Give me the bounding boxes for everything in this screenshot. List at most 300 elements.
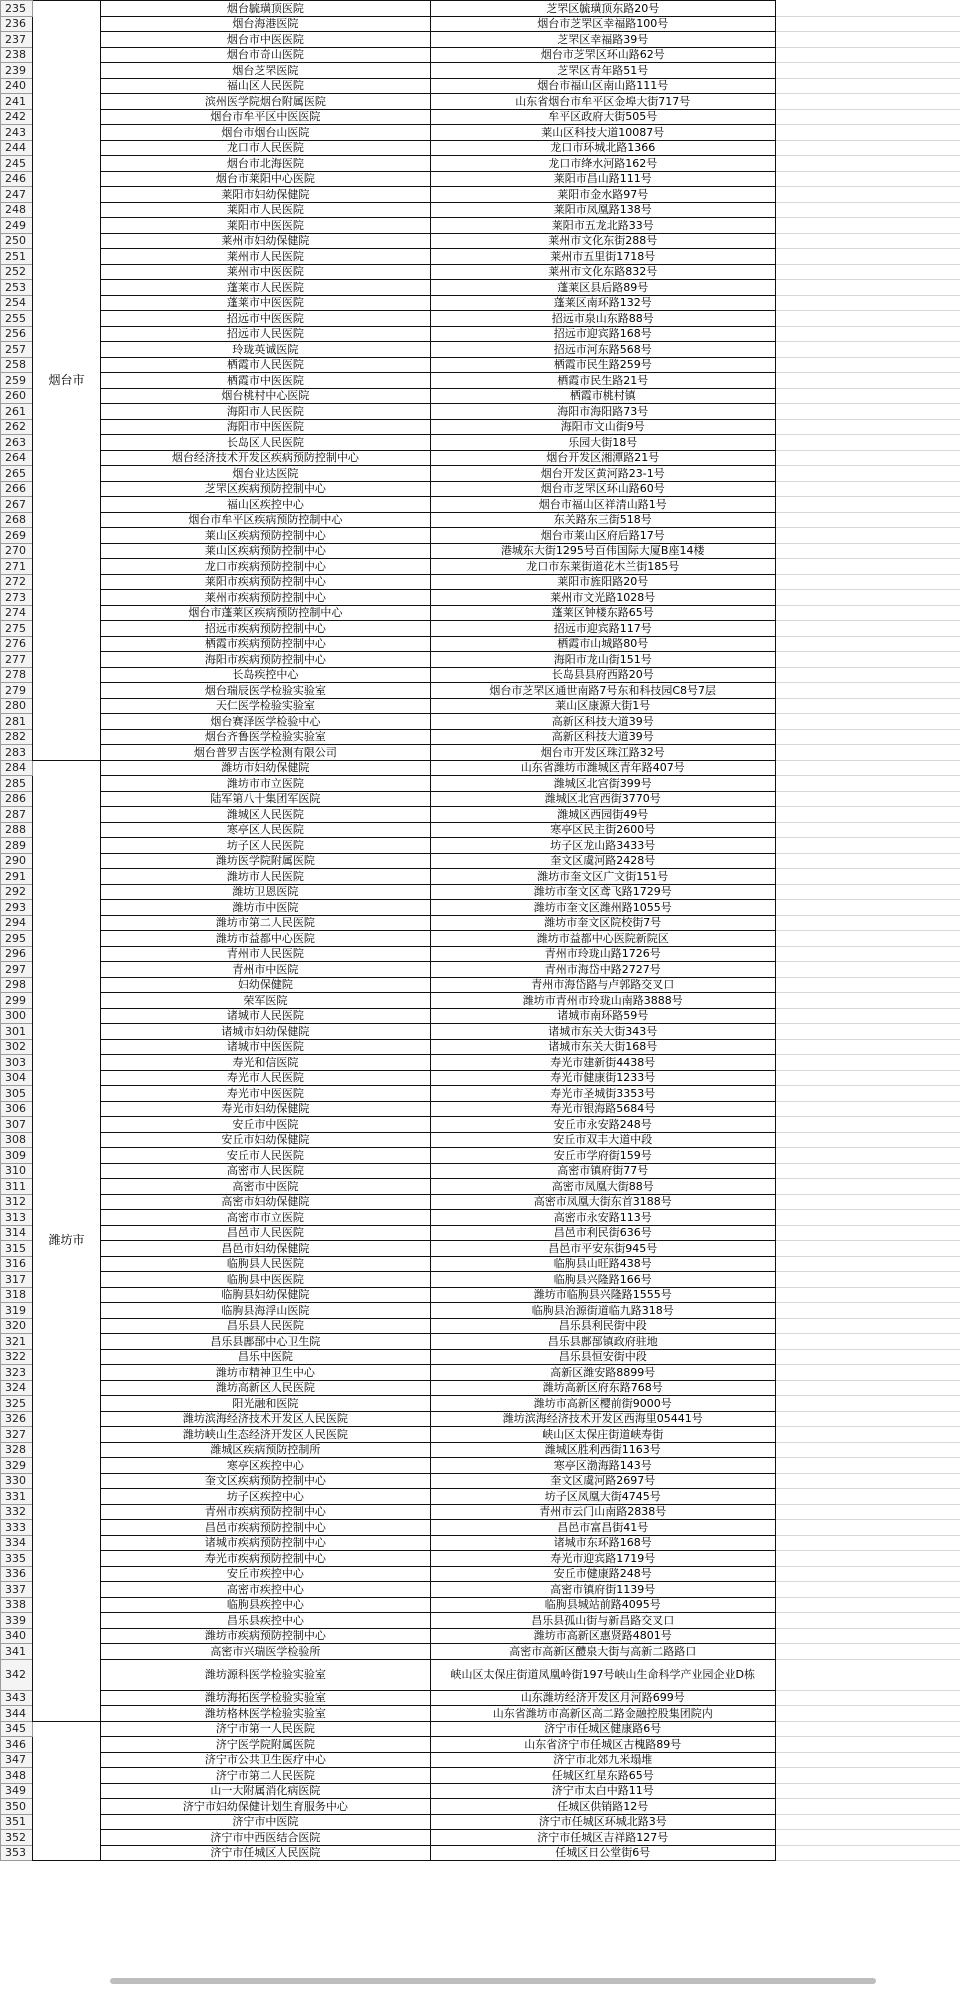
empty-cell[interactable]	[775, 63, 960, 79]
row-number[interactable]: 239	[1, 63, 33, 79]
row-number[interactable]: 276	[1, 636, 33, 652]
row-number[interactable]: 315	[1, 1241, 33, 1257]
row-number[interactable]: 308	[1, 1132, 33, 1148]
address-cell[interactable]: 芝罘区幸福路39号	[430, 32, 775, 48]
row-number[interactable]: 256	[1, 326, 33, 342]
address-cell[interactable]: 济宁市太白中路11号	[430, 1783, 775, 1799]
address-cell[interactable]: 龙口市绛水河路162号	[430, 156, 775, 172]
address-cell[interactable]: 安丘市永安路248号	[430, 1117, 775, 1133]
hospital-name-cell[interactable]: 烟台齐鲁医学检验实验室	[100, 729, 430, 745]
empty-cell[interactable]	[775, 1101, 960, 1117]
address-cell[interactable]: 蓬莱区钟楼东路65号	[430, 605, 775, 621]
empty-cell[interactable]	[775, 1582, 960, 1598]
hospital-name-cell[interactable]: 济宁市第二人民医院	[100, 1768, 430, 1784]
address-cell[interactable]: 莱州市五里街1718号	[430, 249, 775, 265]
address-cell[interactable]: 寿光市迎宾路1719号	[430, 1551, 775, 1567]
empty-cell[interactable]	[775, 1814, 960, 1830]
row-number[interactable]: 235	[1, 1, 33, 17]
hospital-name-cell[interactable]: 长岛区人民医院	[100, 435, 430, 451]
address-cell[interactable]: 烟台开发区黄河路23-1号	[430, 466, 775, 482]
empty-cell[interactable]	[775, 1535, 960, 1551]
address-cell[interactable]: 招远市泉山东路88号	[430, 311, 775, 327]
hospital-name-cell[interactable]: 潍坊市精神卫生中心	[100, 1365, 430, 1381]
address-cell[interactable]: 高密市凤凰大街东首3188号	[430, 1194, 775, 1210]
hospital-name-cell[interactable]: 龙口市人民医院	[100, 140, 430, 156]
hospital-name-cell[interactable]: 荣军医院	[100, 993, 430, 1009]
empty-cell[interactable]	[775, 962, 960, 978]
empty-cell[interactable]	[775, 1303, 960, 1319]
empty-cell[interactable]	[775, 590, 960, 606]
empty-cell[interactable]	[775, 1783, 960, 1799]
hospital-name-cell[interactable]: 烟台经济技术开发区疾病预防控制中心	[100, 450, 430, 466]
address-cell[interactable]: 潍坊滨海经济技术开发区西海里05441号	[430, 1411, 775, 1427]
row-number[interactable]: 309	[1, 1148, 33, 1164]
row-number[interactable]: 289	[1, 838, 33, 854]
address-cell[interactable]: 济宁市任城区环城北路3号	[430, 1814, 775, 1830]
hospital-name-cell[interactable]: 福山区人民医院	[100, 78, 430, 94]
row-number[interactable]: 301	[1, 1024, 33, 1040]
row-number[interactable]: 343	[1, 1690, 33, 1706]
address-cell[interactable]: 昌邑市利民街636号	[430, 1225, 775, 1241]
address-cell[interactable]: 莱山区康源大街1号	[430, 698, 775, 714]
row-number[interactable]: 342	[1, 1659, 33, 1690]
city-cell[interactable]: 潍坊市	[32, 760, 100, 1721]
empty-cell[interactable]	[775, 1737, 960, 1753]
row-number[interactable]: 258	[1, 357, 33, 373]
address-cell[interactable]: 峡山区太保庄街道凤凰岭街197号峡山生命科学产业园企业D栋	[430, 1659, 775, 1690]
row-number[interactable]: 327	[1, 1427, 33, 1443]
empty-cell[interactable]	[775, 94, 960, 110]
address-cell[interactable]: 海阳市龙山街151号	[430, 652, 775, 668]
hospital-name-cell[interactable]: 长岛疾控中心	[100, 667, 430, 683]
row-number[interactable]: 274	[1, 605, 33, 621]
hospital-name-cell[interactable]: 烟台市牟平区疾病预防控制中心	[100, 512, 430, 528]
address-cell[interactable]: 高新区科技大道39号	[430, 729, 775, 745]
hospital-name-cell[interactable]: 高密市中医院	[100, 1179, 430, 1195]
hospital-name-cell[interactable]: 烟台赛泽医学检验中心	[100, 714, 430, 730]
empty-cell[interactable]	[775, 357, 960, 373]
empty-cell[interactable]	[775, 807, 960, 823]
hospital-name-cell[interactable]: 莱州市妇幼保健院	[100, 233, 430, 249]
empty-cell[interactable]	[775, 1690, 960, 1706]
row-number[interactable]: 240	[1, 78, 33, 94]
row-number[interactable]: 255	[1, 311, 33, 327]
address-cell[interactable]: 诸城市南环路59号	[430, 1008, 775, 1024]
address-cell[interactable]: 潍城区胜利西街1163号	[430, 1442, 775, 1458]
empty-cell[interactable]	[775, 760, 960, 776]
row-number[interactable]: 251	[1, 249, 33, 265]
hospital-name-cell[interactable]: 济宁市任城区人民医院	[100, 1845, 430, 1861]
hospital-name-cell[interactable]: 滨州医学院烟台附属医院	[100, 94, 430, 110]
hospital-name-cell[interactable]: 诸城市疾病预防控制中心	[100, 1535, 430, 1551]
hospital-name-cell[interactable]: 妇幼保健院	[100, 977, 430, 993]
row-number[interactable]: 266	[1, 481, 33, 497]
empty-cell[interactable]	[775, 605, 960, 621]
row-number[interactable]: 278	[1, 667, 33, 683]
address-cell[interactable]: 莱阳市旌阳路20号	[430, 574, 775, 590]
address-cell[interactable]: 寒亭区民主街2600号	[430, 822, 775, 838]
hospital-name-cell[interactable]: 烟台业达医院	[100, 466, 430, 482]
address-cell[interactable]: 蓬莱区南环路132号	[430, 295, 775, 311]
row-number[interactable]: 347	[1, 1752, 33, 1768]
empty-cell[interactable]	[775, 109, 960, 125]
hospital-name-cell[interactable]: 临朐县中医医院	[100, 1272, 430, 1288]
empty-cell[interactable]	[775, 47, 960, 63]
empty-cell[interactable]	[775, 481, 960, 497]
row-number[interactable]: 306	[1, 1101, 33, 1117]
hospital-name-cell[interactable]: 潍坊市益都中心医院	[100, 931, 430, 947]
row-number[interactable]: 248	[1, 202, 33, 218]
hospital-name-cell[interactable]: 栖霞市疾病预防控制中心	[100, 636, 430, 652]
empty-cell[interactable]	[775, 1334, 960, 1350]
row-number[interactable]: 320	[1, 1318, 33, 1334]
row-number[interactable]: 332	[1, 1504, 33, 1520]
row-number[interactable]: 312	[1, 1194, 33, 1210]
hospital-name-cell[interactable]: 蓬莱市中医医院	[100, 295, 430, 311]
empty-cell[interactable]	[775, 1179, 960, 1195]
hospital-name-cell[interactable]: 芝罘区疾病预防控制中心	[100, 481, 430, 497]
row-number[interactable]: 304	[1, 1070, 33, 1086]
hospital-name-cell[interactable]: 济宁市中医院	[100, 1814, 430, 1830]
empty-cell[interactable]	[775, 1287, 960, 1303]
hospital-name-cell[interactable]: 烟台市牟平区中医医院	[100, 109, 430, 125]
address-cell[interactable]: 莱州市文化东街288号	[430, 233, 775, 249]
empty-cell[interactable]	[775, 32, 960, 48]
hospital-name-cell[interactable]: 潍城区人民医院	[100, 807, 430, 823]
hospital-name-cell[interactable]: 烟台芝罘医院	[100, 63, 430, 79]
row-number[interactable]: 285	[1, 776, 33, 792]
empty-cell[interactable]	[775, 156, 960, 172]
empty-cell[interactable]	[775, 1, 960, 17]
address-cell[interactable]: 潍城区西园街49号	[430, 807, 775, 823]
address-cell[interactable]: 高新区科技大道39号	[430, 714, 775, 730]
empty-cell[interactable]	[775, 1163, 960, 1179]
hospital-name-cell[interactable]: 高密市兴瑞医学检验所	[100, 1644, 430, 1660]
address-cell[interactable]: 烟台市芝罘区幸福路100号	[430, 16, 775, 32]
address-cell[interactable]: 潍坊市高新区樱前街9000号	[430, 1396, 775, 1412]
address-cell[interactable]: 烟台市芝罘区环山路60号	[430, 481, 775, 497]
address-cell[interactable]: 任城区红星东路65号	[430, 1768, 775, 1784]
address-cell[interactable]: 任城区日公堂街6号	[430, 1845, 775, 1861]
row-number[interactable]: 310	[1, 1163, 33, 1179]
hospital-name-cell[interactable]: 昌邑市妇幼保健院	[100, 1241, 430, 1257]
address-cell[interactable]: 坊子区龙山路3433号	[430, 838, 775, 854]
hospital-name-cell[interactable]: 潍坊卫恩医院	[100, 884, 430, 900]
row-number[interactable]: 352	[1, 1830, 33, 1846]
hospital-name-cell[interactable]: 潍坊滨海经济技术开发区人民医院	[100, 1411, 430, 1427]
row-number[interactable]: 286	[1, 791, 33, 807]
row-number[interactable]: 245	[1, 156, 33, 172]
address-cell[interactable]: 海阳市海阳路73号	[430, 404, 775, 420]
empty-cell[interactable]	[775, 745, 960, 761]
address-cell[interactable]: 昌乐县鄌郚镇政府驻地	[430, 1334, 775, 1350]
address-cell[interactable]: 诸城市东环路168号	[430, 1535, 775, 1551]
row-number[interactable]: 271	[1, 559, 33, 575]
row-number[interactable]: 341	[1, 1644, 33, 1660]
city-cell[interactable]	[32, 1721, 100, 1861]
empty-cell[interactable]	[775, 311, 960, 327]
row-number[interactable]: 252	[1, 264, 33, 280]
hospital-name-cell[interactable]: 潍坊市妇幼保健院	[100, 760, 430, 776]
empty-cell[interactable]	[775, 1442, 960, 1458]
hospital-name-cell[interactable]: 烟台市蓬莱区疾病预防控制中心	[100, 605, 430, 621]
hospital-name-cell[interactable]: 潍坊市疾病预防控制中心	[100, 1628, 430, 1644]
address-cell[interactable]: 港城东大街1295号百伟国际大厦B座14楼	[430, 543, 775, 559]
address-cell[interactable]: 潍坊市奎文区院校街7号	[430, 915, 775, 931]
hospital-name-cell[interactable]: 潍坊市第二人民医院	[100, 915, 430, 931]
hospital-name-cell[interactable]: 潍城区疾病预防控制所	[100, 1442, 430, 1458]
horizontal-scrollbar[interactable]	[110, 1978, 876, 1984]
hospital-name-cell[interactable]: 潍坊市人民医院	[100, 869, 430, 885]
empty-cell[interactable]	[775, 1194, 960, 1210]
hospital-name-cell[interactable]: 潍坊市市立医院	[100, 776, 430, 792]
address-cell[interactable]: 海阳市文山街9号	[430, 419, 775, 435]
empty-cell[interactable]	[775, 233, 960, 249]
row-number[interactable]: 260	[1, 388, 33, 404]
row-number[interactable]: 290	[1, 853, 33, 869]
empty-cell[interactable]	[775, 1148, 960, 1164]
row-number[interactable]: 257	[1, 342, 33, 358]
address-cell[interactable]: 烟台市芝罘区环山路62号	[430, 47, 775, 63]
hospital-name-cell[interactable]: 安丘市中医院	[100, 1117, 430, 1133]
hospital-name-cell[interactable]: 昌乐中医院	[100, 1349, 430, 1365]
address-cell[interactable]: 山东潍坊经济开发区月河路699号	[430, 1690, 775, 1706]
address-cell[interactable]: 牟平区政府大街505号	[430, 109, 775, 125]
hospital-name-cell[interactable]: 临朐县妇幼保健院	[100, 1287, 430, 1303]
row-number[interactable]: 247	[1, 187, 33, 203]
row-number[interactable]: 302	[1, 1039, 33, 1055]
address-cell[interactable]: 莱阳市凤凰路138号	[430, 202, 775, 218]
address-cell[interactable]: 龙口市东莱街道花木兰街185号	[430, 559, 775, 575]
hospital-name-cell[interactable]: 青州市中医院	[100, 962, 430, 978]
empty-cell[interactable]	[775, 652, 960, 668]
row-number[interactable]: 351	[1, 1814, 33, 1830]
hospital-name-cell[interactable]: 莱阳市中医医院	[100, 218, 430, 234]
address-cell[interactable]: 招远市迎宾路117号	[430, 621, 775, 637]
row-number[interactable]: 340	[1, 1628, 33, 1644]
empty-cell[interactable]	[775, 373, 960, 389]
empty-cell[interactable]	[775, 1520, 960, 1536]
empty-cell[interactable]	[775, 1473, 960, 1489]
address-cell[interactable]: 莱阳市金水路97号	[430, 187, 775, 203]
hospital-name-cell[interactable]: 寒亭区疾控中心	[100, 1458, 430, 1474]
hospital-name-cell[interactable]: 寿光市妇幼保健院	[100, 1101, 430, 1117]
row-number[interactable]: 305	[1, 1086, 33, 1102]
hospital-name-cell[interactable]: 烟台市烟台山医院	[100, 125, 430, 141]
address-cell[interactable]: 坊子区凤凰大街4745号	[430, 1489, 775, 1505]
empty-cell[interactable]	[775, 1411, 960, 1427]
empty-cell[interactable]	[775, 1396, 960, 1412]
hospital-name-cell[interactable]: 招远市中医医院	[100, 311, 430, 327]
address-cell[interactable]: 济宁市任城区健康路6号	[430, 1721, 775, 1737]
address-cell[interactable]: 济宁市北郊九米塌堆	[430, 1752, 775, 1768]
hospital-name-cell[interactable]: 高密市市立医院	[100, 1210, 430, 1226]
row-number[interactable]: 264	[1, 450, 33, 466]
hospital-name-cell[interactable]: 济宁市中西医结合医院	[100, 1830, 430, 1846]
row-number[interactable]: 267	[1, 497, 33, 513]
empty-cell[interactable]	[775, 884, 960, 900]
row-number[interactable]: 288	[1, 822, 33, 838]
hospital-name-cell[interactable]: 临朐县人民医院	[100, 1256, 430, 1272]
row-number[interactable]: 294	[1, 915, 33, 931]
address-cell[interactable]: 栖霞市桃村镇	[430, 388, 775, 404]
address-cell[interactable]: 山东省济宁市任城区古槐路89号	[430, 1737, 775, 1753]
row-number[interactable]: 300	[1, 1008, 33, 1024]
hospital-name-cell[interactable]: 烟台市奇山医院	[100, 47, 430, 63]
hospital-name-cell[interactable]: 栖霞市中医医院	[100, 373, 430, 389]
row-number[interactable]: 329	[1, 1458, 33, 1474]
empty-cell[interactable]	[775, 342, 960, 358]
empty-cell[interactable]	[775, 1055, 960, 1071]
address-cell[interactable]: 昌乐县恒安街中段	[430, 1349, 775, 1365]
row-number[interactable]: 282	[1, 729, 33, 745]
hospital-name-cell[interactable]: 莱州市中医医院	[100, 264, 430, 280]
empty-cell[interactable]	[775, 1427, 960, 1443]
empty-cell[interactable]	[775, 977, 960, 993]
row-number[interactable]: 296	[1, 946, 33, 962]
hospital-name-cell[interactable]: 莱山区疾病预防控制中心	[100, 543, 430, 559]
hospital-name-cell[interactable]: 潍坊高新区人民医院	[100, 1380, 430, 1396]
row-number[interactable]: 299	[1, 993, 33, 1009]
hospital-name-cell[interactable]: 昌邑市疾病预防控制中心	[100, 1520, 430, 1536]
row-number[interactable]: 250	[1, 233, 33, 249]
empty-cell[interactable]	[775, 1117, 960, 1133]
row-number[interactable]: 319	[1, 1303, 33, 1319]
row-number[interactable]: 272	[1, 574, 33, 590]
hospital-name-cell[interactable]: 济宁市第一人民医院	[100, 1721, 430, 1737]
empty-cell[interactable]	[775, 450, 960, 466]
hospital-name-cell[interactable]: 莱阳市人民医院	[100, 202, 430, 218]
empty-cell[interactable]	[775, 1659, 960, 1690]
hospital-name-cell[interactable]: 海阳市疾病预防控制中心	[100, 652, 430, 668]
row-number[interactable]: 265	[1, 466, 33, 482]
row-number[interactable]: 253	[1, 280, 33, 296]
row-number[interactable]: 238	[1, 47, 33, 63]
hospital-name-cell[interactable]: 烟台桃村中心医院	[100, 388, 430, 404]
empty-cell[interactable]	[775, 574, 960, 590]
empty-cell[interactable]	[775, 1768, 960, 1784]
hospital-name-cell[interactable]: 寿光市疾病预防控制中心	[100, 1551, 430, 1567]
address-cell[interactable]: 高密市凤凰大街88号	[430, 1179, 775, 1195]
empty-cell[interactable]	[775, 915, 960, 931]
address-cell[interactable]: 昌乐县孤山街与新昌路交叉口	[430, 1613, 775, 1629]
row-number[interactable]: 292	[1, 884, 33, 900]
hospital-name-cell[interactable]: 潍坊格林医学检验实验室	[100, 1706, 430, 1722]
address-cell[interactable]: 长岛县县府西路20号	[430, 667, 775, 683]
address-cell[interactable]: 诸城市东关大街343号	[430, 1024, 775, 1040]
address-cell[interactable]: 昌乐县利民街中段	[430, 1318, 775, 1334]
address-cell[interactable]: 寒亭区渤海路143号	[430, 1458, 775, 1474]
hospital-name-cell[interactable]: 栖霞市人民医院	[100, 357, 430, 373]
address-cell[interactable]: 莱阳市昌山路111号	[430, 171, 775, 187]
hospital-name-cell[interactable]: 烟台毓璜顶医院	[100, 1, 430, 17]
empty-cell[interactable]	[775, 1380, 960, 1396]
empty-cell[interactable]	[775, 1086, 960, 1102]
hospital-name-cell[interactable]: 招远市人民医院	[100, 326, 430, 342]
row-number[interactable]: 337	[1, 1582, 33, 1598]
empty-cell[interactable]	[775, 187, 960, 203]
row-number[interactable]: 334	[1, 1535, 33, 1551]
address-cell[interactable]: 栖霞市山城路80号	[430, 636, 775, 652]
hospital-name-cell[interactable]: 寒亭区人民医院	[100, 822, 430, 838]
hospital-name-cell[interactable]: 青州市人民医院	[100, 946, 430, 962]
empty-cell[interactable]	[775, 1551, 960, 1567]
empty-cell[interactable]	[775, 1830, 960, 1846]
hospital-name-cell[interactable]: 蓬莱市人民医院	[100, 280, 430, 296]
empty-cell[interactable]	[775, 838, 960, 854]
row-number[interactable]: 273	[1, 590, 33, 606]
empty-cell[interactable]	[775, 946, 960, 962]
hospital-name-cell[interactable]: 莱州市人民医院	[100, 249, 430, 265]
row-number[interactable]: 287	[1, 807, 33, 823]
empty-cell[interactable]	[775, 140, 960, 156]
address-cell[interactable]: 莱州市文化东路832号	[430, 264, 775, 280]
row-number[interactable]: 335	[1, 1551, 33, 1567]
hospital-name-cell[interactable]: 烟台海港医院	[100, 16, 430, 32]
address-cell[interactable]: 东关路东三街518号	[430, 512, 775, 528]
row-number[interactable]: 322	[1, 1349, 33, 1365]
empty-cell[interactable]	[775, 388, 960, 404]
empty-cell[interactable]	[775, 931, 960, 947]
city-cell[interactable]: 烟台市	[32, 1, 100, 761]
address-cell[interactable]: 烟台市莱山区府后路17号	[430, 528, 775, 544]
empty-cell[interactable]	[775, 125, 960, 141]
address-cell[interactable]: 潍坊市奎文区鸢飞路1729号	[430, 884, 775, 900]
hospital-name-cell[interactable]: 昌乐县疾控中心	[100, 1613, 430, 1629]
hospital-name-cell[interactable]: 潍坊源科医学检验实验室	[100, 1659, 430, 1690]
row-number[interactable]: 249	[1, 218, 33, 234]
empty-cell[interactable]	[775, 869, 960, 885]
empty-cell[interactable]	[775, 559, 960, 575]
row-number[interactable]: 254	[1, 295, 33, 311]
hospital-name-cell[interactable]: 济宁市公共卫生医疗中心	[100, 1752, 430, 1768]
address-cell[interactable]: 烟台开发区湘潭路21号	[430, 450, 775, 466]
address-cell[interactable]: 山东省烟台市牟平区金埠大街717号	[430, 94, 775, 110]
empty-cell[interactable]	[775, 791, 960, 807]
address-cell[interactable]: 烟台市福山区南山路111号	[430, 78, 775, 94]
row-number[interactable]: 293	[1, 900, 33, 916]
row-number[interactable]: 325	[1, 1396, 33, 1412]
hospital-name-cell[interactable]: 诸城市中医医院	[100, 1039, 430, 1055]
empty-cell[interactable]	[775, 543, 960, 559]
hospital-name-cell[interactable]: 烟台瑞辰医学检验实验室	[100, 683, 430, 699]
empty-cell[interactable]	[775, 497, 960, 513]
address-cell[interactable]: 诸城市东关大街168号	[430, 1039, 775, 1055]
empty-cell[interactable]	[775, 1241, 960, 1257]
row-number[interactable]: 297	[1, 962, 33, 978]
empty-cell[interactable]	[775, 202, 960, 218]
address-cell[interactable]: 潍坊市高新区惠贤路4801号	[430, 1628, 775, 1644]
row-number[interactable]: 261	[1, 404, 33, 420]
address-cell[interactable]: 潍坊市益都中心医院新院区	[430, 931, 775, 947]
empty-cell[interactable]	[775, 1256, 960, 1272]
empty-cell[interactable]	[775, 1597, 960, 1613]
row-number[interactable]: 321	[1, 1334, 33, 1350]
hospital-name-cell[interactable]: 青州市疾病预防控制中心	[100, 1504, 430, 1520]
address-cell[interactable]: 山东省潍坊市高新区高二路金融控股集团院内	[430, 1706, 775, 1722]
empty-cell[interactable]	[775, 683, 960, 699]
address-cell[interactable]: 芝罘区毓璜顶东路20号	[430, 1, 775, 17]
address-cell[interactable]: 潍城区北宫西街3770号	[430, 791, 775, 807]
hospital-name-cell[interactable]: 海阳市中医医院	[100, 419, 430, 435]
hospital-name-cell[interactable]: 龙口市疾病预防控制中心	[100, 559, 430, 575]
hospital-name-cell[interactable]: 寿光和信医院	[100, 1055, 430, 1071]
address-cell[interactable]: 安丘市双丰大道中段	[430, 1132, 775, 1148]
row-number[interactable]: 237	[1, 32, 33, 48]
hospital-name-cell[interactable]: 潍坊峡山生态经济开发区人民医院	[100, 1427, 430, 1443]
address-cell[interactable]: 乐园大街18号	[430, 435, 775, 451]
row-number[interactable]: 303	[1, 1055, 33, 1071]
